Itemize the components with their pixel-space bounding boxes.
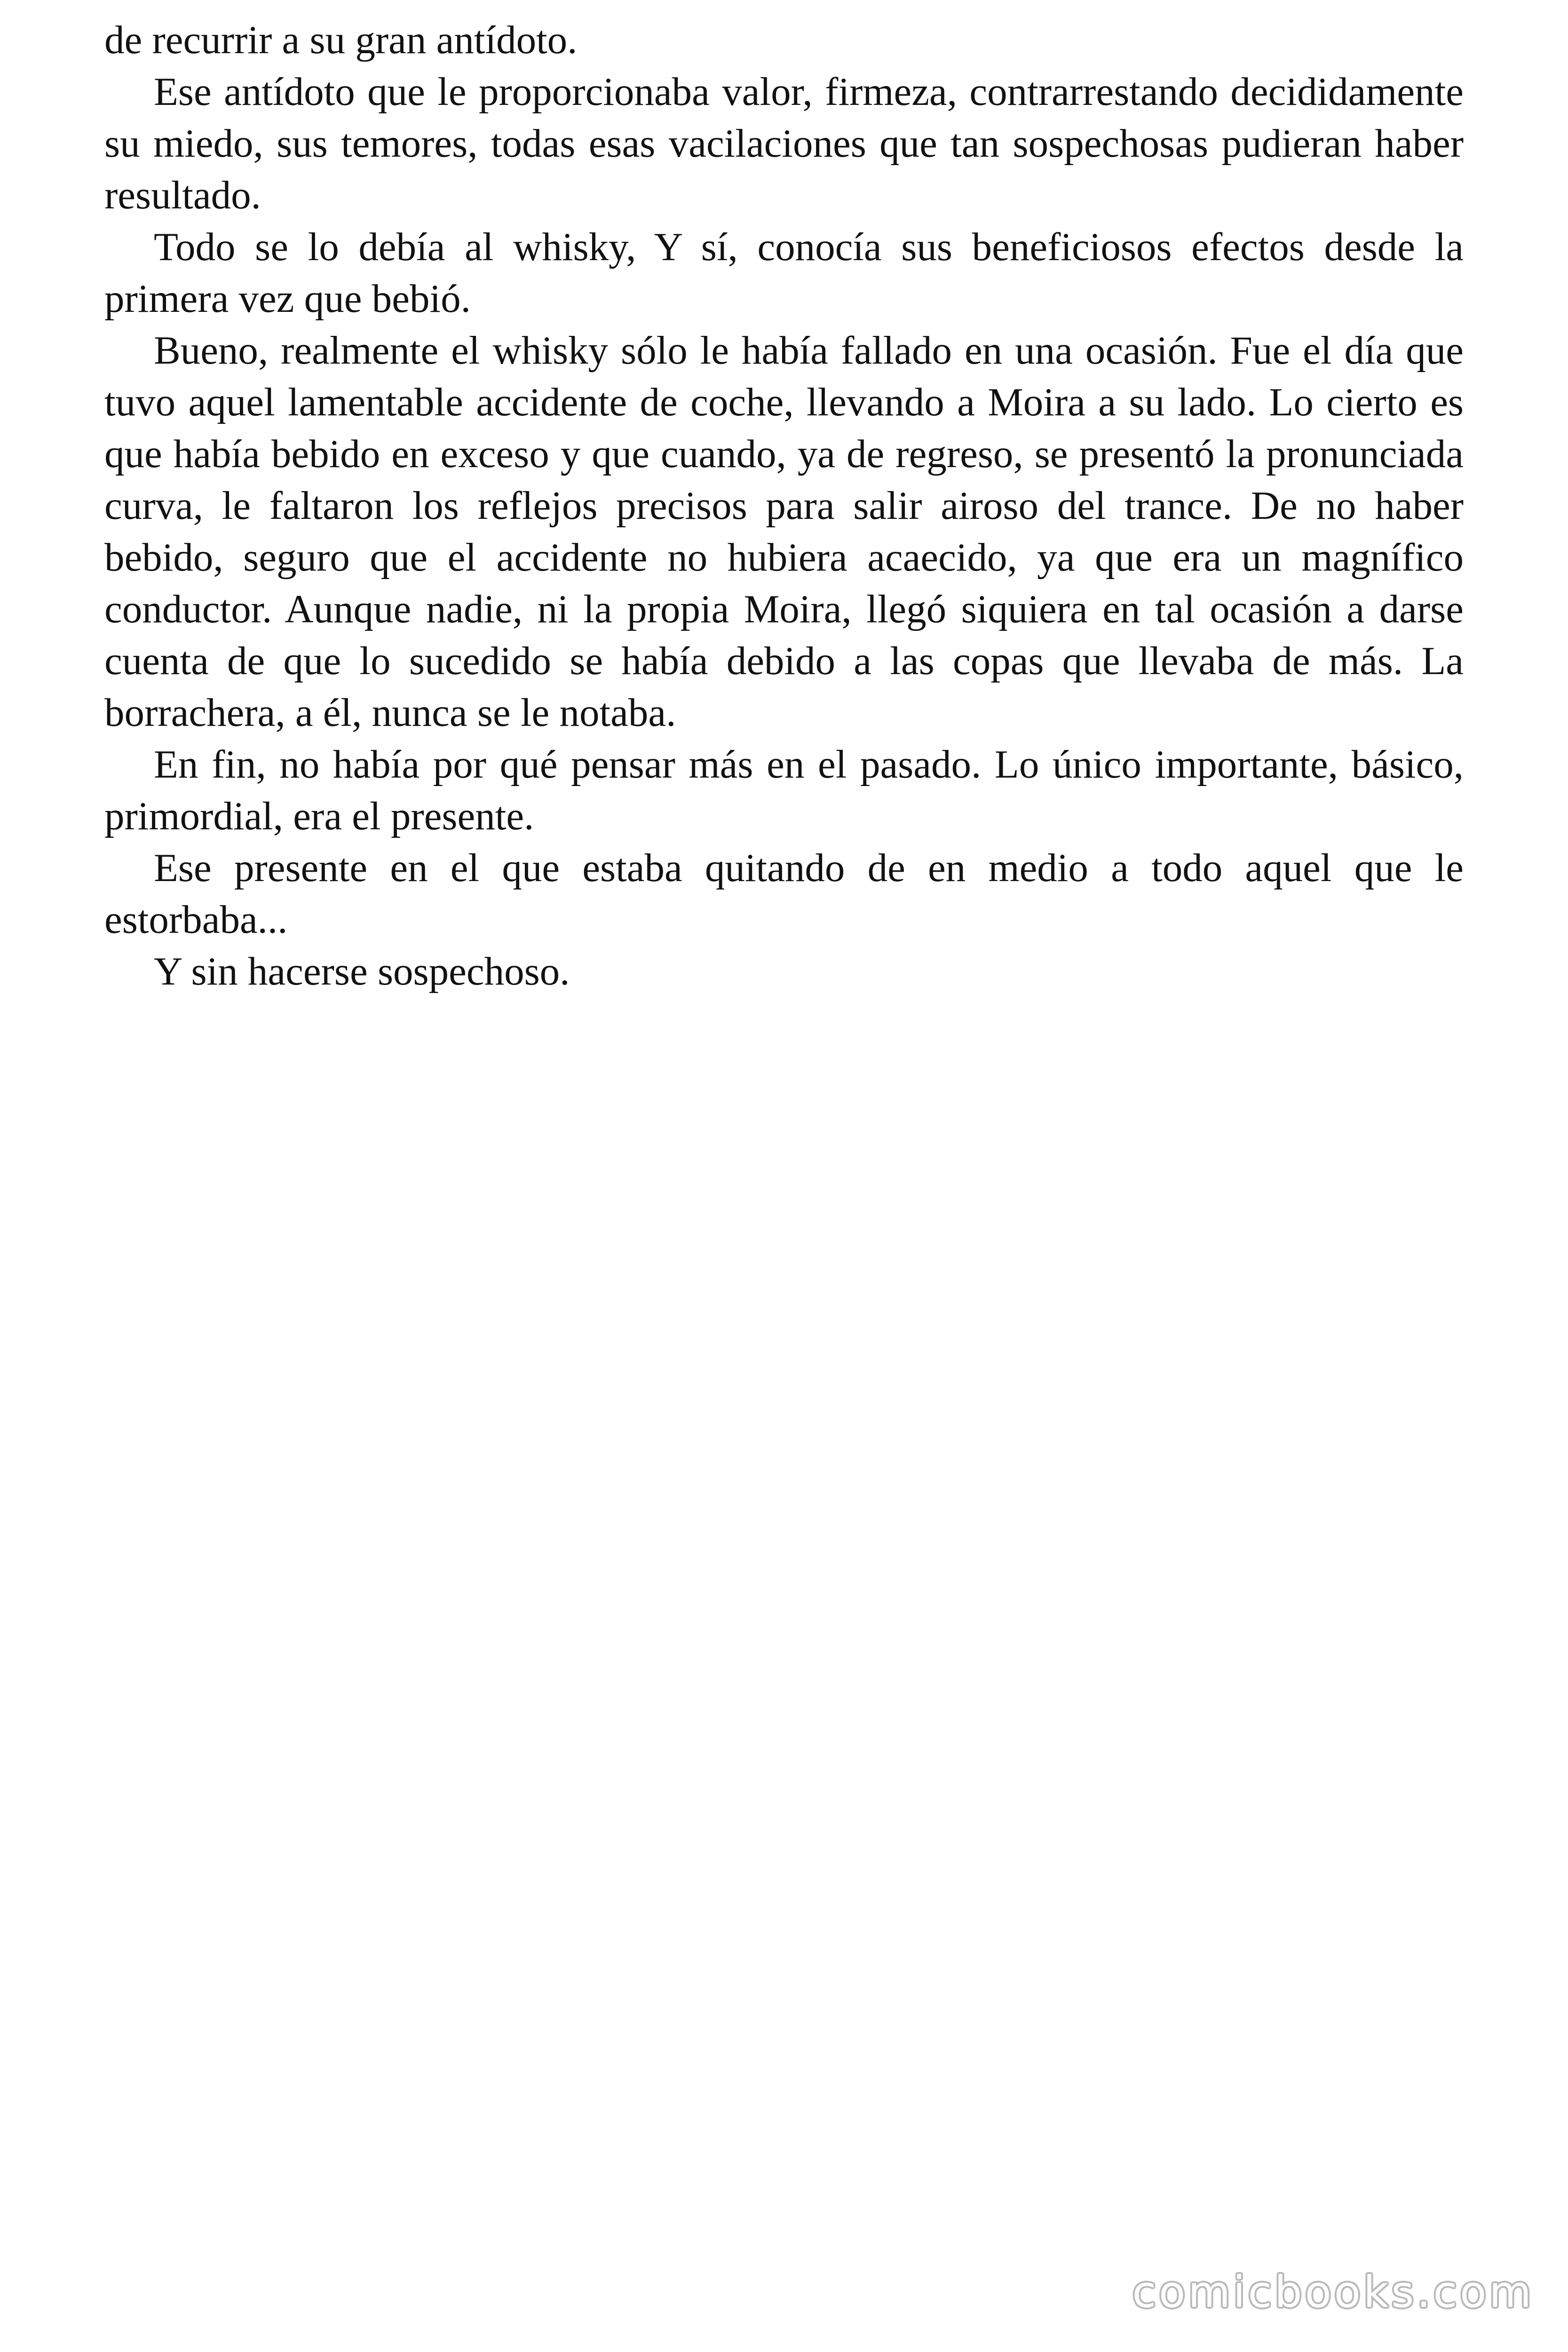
paragraph: Ese presente en el que estaba quitando de en medio a todo aquel que le estorbaba...	[104, 846, 1464, 942]
paragraph-continuation: de recurrir a su gran antídoto.	[104, 18, 578, 62]
paragraph: Y sin hacerse sospechoso.	[154, 949, 570, 993]
watermark: comicbooks.com	[1132, 2267, 1534, 2317]
paragraph: Todo se lo debía al whisky, Y sí, conocía sus beneficiosos efectos desde la primera vez que bebió.	[104, 225, 1464, 321]
paragraph: Ese antídoto que le proporcionaba valor, firmeza, contrarrestando decididamente su miedo, sus temores, todas esas vacilaciones que tan sospechosas pudieran haber resultado.	[104, 70, 1464, 217]
body-text	[104, 14, 1464, 997]
paragraph: En fin, no había por qué pensar más en el pasado. Lo único importante, básico, primordial, era el presente.	[104, 742, 1464, 838]
paragraph: Bueno, realmente el whisky sólo le había fallado en una ocasión. Fue el día que tuvo aquel lamentable accidente de coche, llevando a Moira a su lado. Lo cierto es que había bebido en exceso y que cuando, ya de regreso, se presentó la pronunciada curva, le faltaron los reflejos precisos para salir airoso del trance. De no haber bebido, seguro que el accidente no hubiera acaecido, ya que era un magnífico conductor. Aunque nadie, ni la propia Moira, llegó siquiera en tal ocasión a darse cuenta de que lo sucedido se había debido a las copas que llevaba de más. La borrachera, a él, nunca se le notaba.	[104, 328, 1464, 735]
